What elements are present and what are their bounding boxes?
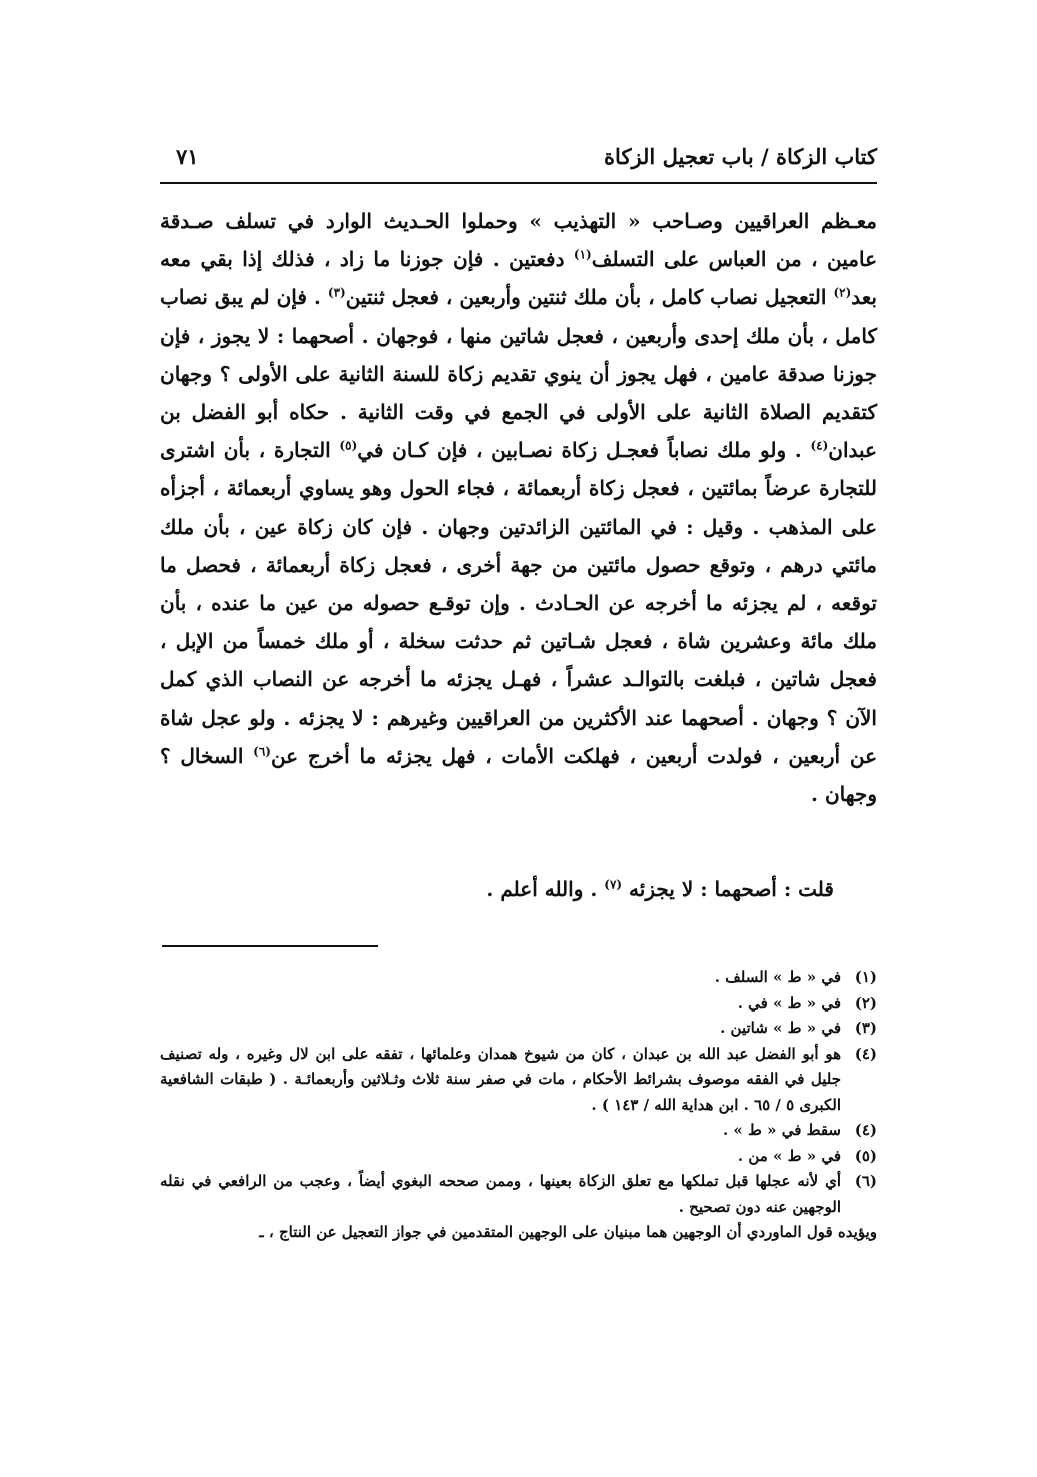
footnote-item [160, 1144, 877, 1170]
footnote-ref: (٥) [339, 438, 358, 453]
footnote-text: في « ط » السلف . [714, 968, 841, 986]
text-line: الأولى ؟ وجهان كتقديم الصلاة الثانية على الأولى في الجمع في وقت الثانية . حكاه [160, 361, 877, 425]
footnote-item [160, 991, 877, 1017]
footnote-text: في « ط » في . [737, 993, 841, 1012]
text-line: كان زكاة عين ، بأن ملك مائتي درهم ، وتوقع حصول مائتين من جهة أخرى ، فعجل [160, 514, 878, 577]
footnote-ref: (٤) [810, 438, 829, 453]
text-line: زكاة أربعمائة ، فحصل ما توقعه ، لم يجزئه ما أخرجه عن الحـادث . وإن توقـع [160, 552, 877, 616]
text-line: أبو الفضل بن عبدان [160, 400, 877, 463]
footnotes-list [160, 965, 877, 1246]
footnote-ref: (٦) [253, 744, 271, 759]
footnote-separator [162, 945, 378, 947]
footnote-ref: (٣) [327, 285, 346, 300]
footnote-number: (٦) [854, 1172, 877, 1190]
text-line: . فإن لم يبق [214, 285, 328, 310]
footnote-ref: (١) [573, 247, 592, 262]
footnote-number: (٤) [854, 1044, 877, 1063]
text-line: . ولو ملك نصاباً فعجـل زكاة نصـابين ، فإن كـان في [357, 438, 811, 463]
closing-statement: قلت : أصحهما : لا يجزئه $^{(٧)}$ . والله أعلم . [486, 877, 834, 901]
text-line: عامين ، من العباس على التسلف [591, 247, 878, 272]
footnote-item [160, 1118, 877, 1144]
text-line: التجارة ، بأن اشترى للتجارة عرضاً بمائتين ، فعجل زكاة أربعمائة ، فجاء الحول وهو [160, 438, 877, 501]
footnote-ref: (٢) [833, 285, 852, 300]
text-line: حصوله من عين ما عنده ، بأن ملك مائة وعشرين شاة ، فعجل شـاتين ثم حدثت [160, 591, 878, 654]
text-line: التعجيل نصاب كامل ، بأن ملك ثنتين وأربعين ، فعجل ثنتين [345, 285, 834, 310]
footnote-item [160, 1042, 877, 1119]
text-line: سخلة ، أو ملك خمساً من الإبل ، فعجل شاتين ، فبلغت بالتوالـد عشراً ، فهـل [160, 629, 877, 692]
text-line: معـظم العراقيين وصـاحب « التهذيب » وحملوا الحـديث الوارد في تسلف صـدقة [160, 209, 877, 233]
footnote-text: هو أبو الفضل عبد الله بن عبدان ، كان من شيوخ همدان وعلمائها ، تفقه على ابن لال وغيره ، وله تصنيف جليل في الفقه موصوف بشرائط الأحكام ، مات في صفر سنة ثلاث وثـلاثين وأربعمائـة . ( طبقات الشافعية الكبرى ٥ / ٦٥ . ابن هداية الله / ١٤٣ ) . [160, 1044, 841, 1114]
footnote-number: (٤) [854, 1121, 877, 1139]
text-line: لا يجوز ، فإن جوزنا صدقة عامين ، فهل يجوز أن ينوي تقديم زكاة للسنة الثانية على [160, 323, 878, 386]
footnote-text: في « ط » شاتين . [720, 1019, 841, 1037]
text-line: العراقيين وغيرهم : لا يجزئه . ولو عجل شاة عن أربعين ، فولدت أربعين ، فهلكت [160, 705, 877, 768]
text-line: الأمات ، فهل يجزئه ما أخرج عن [270, 743, 554, 768]
footnote-text: أي لأنه عجلها قبل تملكها مع تعلق الزكاة بعينها ، وممن صححه البغوي أيضاً ، وعجب من الرافعي في نقله الوجهين عنه دون تصحيح . [160, 1172, 841, 1216]
running-header [160, 140, 877, 180]
text-line: يساوي أربعمائة ، أجزأه على المذهب . وقيل : في المائتين الزائدتين وجهان . فإن [160, 476, 877, 539]
footnote-item [160, 965, 877, 991]
text-line: نصاب كامل ، بأن ملك إحدى وأربعين ، فعجل شاتين منها ، فوجهان . أصحهما : [160, 285, 878, 348]
footnote-item [160, 1016, 877, 1042]
main-text [160, 202, 877, 813]
footnote-text: في « ط » من . [737, 1146, 841, 1165]
text-line: دفعتين . فإن جوزنا ما زاد ، فذلك إذا بقي معه [160, 247, 574, 272]
footnote-number: (٥) [854, 1146, 877, 1165]
chapter-title: كتاب الزكاة / باب تعجيل الزكاة [604, 144, 877, 169]
text-line: بعد [851, 285, 877, 310]
footnote-text: سقط في « ط » . [722, 1121, 841, 1139]
text-line: السخال ؟ وجهان . [160, 743, 877, 807]
header-rule [160, 182, 877, 184]
footnote-number: (١) [854, 968, 877, 986]
footnote-item [160, 1169, 877, 1220]
footnote-number: (٢) [854, 993, 877, 1012]
text-line: يجزئه ما أخرجه عن النصاب الذي كمل الآن ؟ وجهان . أصحهما عند الأكثرين من [160, 667, 877, 730]
page-number: ٧١ [176, 144, 199, 169]
footnote-ref: (٧) [604, 877, 623, 892]
footnote-continuation: ويؤيده قول الماوردي أن الوجهين هما مبنيان على الوجهين المتقدمين في جواز التعجيل عن النتاج ، ـ [259, 1223, 877, 1241]
footnote-number: (٣) [854, 1019, 877, 1037]
